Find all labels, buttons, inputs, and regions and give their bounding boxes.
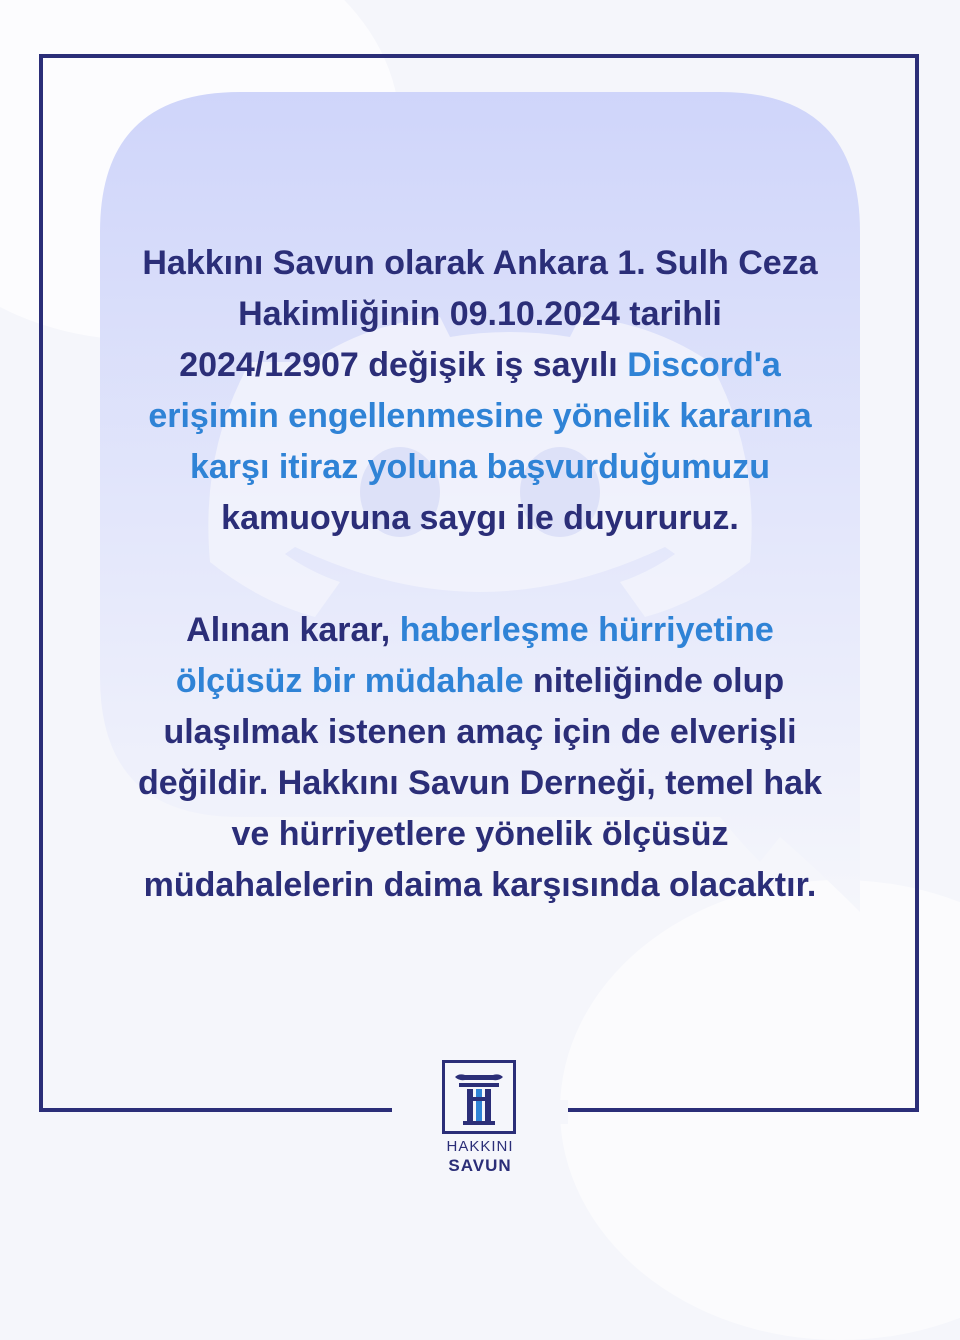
paragraph1-line2: Hakimliğinin 09.10.2024 tarihli [238,295,722,333]
paragraph2-line1-plain: Alınan karar, [186,611,400,649]
paragraph2-line1 [90,605,870,656]
paragraph1-line3 [90,340,870,391]
announcement-paragraph-1 [90,238,870,544]
announcement-paragraph-2 [90,605,870,911]
paragraph2-line2 [90,656,870,707]
logo-name-top: HAKKINI [446,1138,514,1155]
hakkini-savun-logo [436,1056,524,1181]
paragraph2-line1-highlight: haberleşme hürriyetine [399,611,774,649]
paragraph2-line6: müdahalelerin daima karşısında olacaktır. [143,866,817,904]
paragraph2-line3: ulaşılmak istenen amaç için de elverişli [163,713,797,751]
paragraph1-line6: kamuoyuna saygı ile duyururuz. [221,499,739,537]
paragraph1-line3-plain: 2024/12907 değişik iş sayılı [179,346,628,384]
paragraph1-line1: Hakkını Savun olarak Ankara 1. Sulh Ceza [142,244,818,282]
paragraph2-line2-plain: niteliğinde olup [523,662,785,700]
paragraph2-line4: değildir. Hakkını Savun Derneği, temel hak [137,764,822,802]
paragraph1-line4-highlight: erişimin engellenmesine yönelik kararına [148,397,812,435]
paragraph1-line3-highlight: Discord'a [627,346,781,384]
paragraph2-line5: ve hürriyetlere yönelik ölçüsüz [231,815,729,853]
column-pillar-icon [445,1063,513,1131]
outer-frame [39,54,919,1112]
logo-name-bottom: SAVUN [448,1156,512,1175]
logo-box [442,1060,516,1134]
paragraph1-line5-highlight: karşı itiraz yoluna başvurduğumuzu [189,448,770,486]
paragraph2-line2-highlight: ölçüsüz bir müdahale [175,662,524,700]
